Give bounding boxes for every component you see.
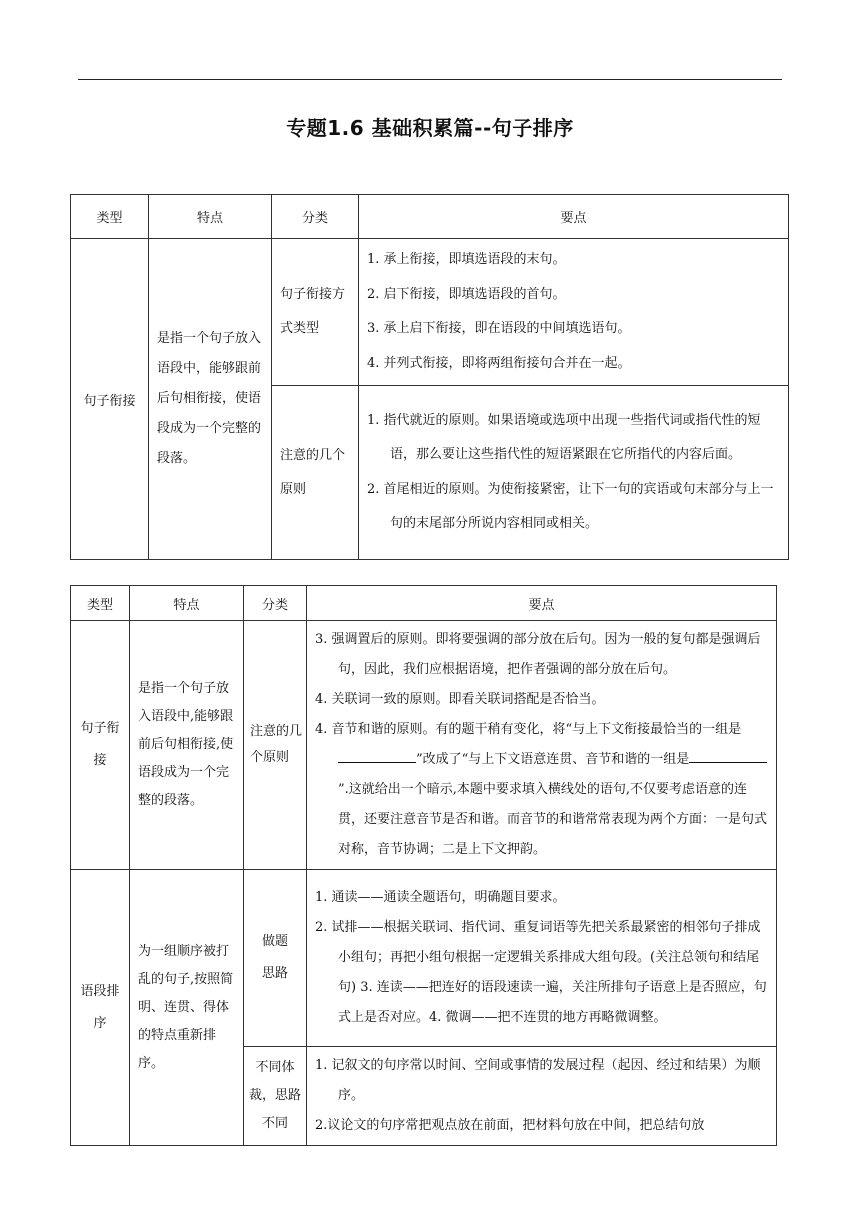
summary-table-2 bbox=[70, 585, 777, 1146]
feature-cell: 是指一个句子放入语段中，能够跟前后句相衔接，使语段成为一个完整的段落。 bbox=[149, 239, 272, 560]
point-item: 2. 启下衔接，即填选语段的首句。 bbox=[367, 286, 566, 302]
point-item bbox=[315, 715, 770, 865]
header-category: 分类 bbox=[244, 586, 307, 621]
point-item: 3. 强调置后的原则。即将要强调的部分放在后句。因为一般的复句都是强调后句，因此，我们应根据语境，把作者强调的部分放在后句。 bbox=[315, 632, 761, 677]
point-item: 1. 承上衔接，即填选语段的末句。 bbox=[367, 252, 566, 267]
header-type: 类型 bbox=[71, 195, 149, 239]
point-item: 1. 指代就近的原则。如果语境或选项中出现一些指代词或指代性的短语，那么要让这些指代性的短语紧跟在它所指代的内容后面。 bbox=[367, 412, 761, 462]
type-cell: 句子衔接 bbox=[71, 621, 130, 870]
point-item: 2. 试排——根据关联词、指代词、重复词语等先把关系最紧密的相邻句子排成小组句；再把小组句根据一定逻辑关系排成大组句段。(关注总领句和结尾句) 3. 连读——把连好的语段速读一遍，关注所排句子语意上是否照应，句式上是否对应。4. 微调——把不连贯的地方再略微调整。 bbox=[315, 920, 767, 1025]
feature-cell: 为一组顺序被打乱的句子,按照简明、连贯、得体的特点重新排序。 bbox=[130, 870, 244, 1146]
header-category: 分类 bbox=[272, 195, 359, 239]
type-cell: 句子衔接 bbox=[71, 239, 149, 560]
point-item: 1. 记叙文的句序常以时间、空间或事情的发展过程（起因、经过和结果）为顺序。 bbox=[315, 1058, 761, 1103]
header-feature: 特点 bbox=[130, 586, 244, 621]
type-cell: 语段排序 bbox=[71, 870, 130, 1146]
category-cell: 注意的几个原则 bbox=[272, 386, 359, 560]
point-item: 4. 关联词一致的原则。即看关联词搭配是否恰当。 bbox=[315, 692, 605, 707]
points-cell bbox=[307, 621, 777, 870]
header-type: 类型 bbox=[71, 586, 130, 621]
summary-table-1 bbox=[70, 194, 789, 560]
points-cell bbox=[307, 1047, 777, 1146]
answer-blank bbox=[689, 750, 767, 763]
category-cell: 不同体裁，思路不同 bbox=[244, 1047, 307, 1146]
points-cell bbox=[359, 239, 789, 386]
header-rule bbox=[78, 79, 782, 80]
header-points: 要点 bbox=[359, 195, 789, 239]
table-header-row bbox=[71, 586, 777, 621]
table-header-row bbox=[71, 195, 789, 239]
point-text-part: ”.这就给出一个暗示,本题中要求填入横线处的语句,不仅要考虑语意的连贯，还要注意音节是否和谐。而音节的和谐常常表现为两个方面：一是句式对称，音节协调；二是上下文押韵。 bbox=[338, 782, 768, 857]
answer-blank bbox=[338, 750, 416, 763]
point-item: 1. 通读——通读全题语句，明确题目要求。 bbox=[315, 890, 566, 905]
point-item: 3. 承上启下衔接，即在语段的中间填选语句。 bbox=[367, 321, 631, 336]
header-feature: 特点 bbox=[149, 195, 272, 239]
feature-cell: 是指一个句子放入语段中,能够跟前后句相衔接,使语段成为一个完整的段落。 bbox=[130, 621, 244, 870]
category-cell: 做题思路 bbox=[244, 870, 307, 1047]
table-row bbox=[71, 621, 777, 870]
category-cell: 句子衔接方式类型 bbox=[272, 239, 359, 386]
point-text-part: ”改成了“与上下文语意连贯、音节和谐的一组是 bbox=[416, 752, 690, 767]
category-cell: 注意的几个原则 bbox=[244, 621, 307, 870]
table-row bbox=[71, 239, 789, 386]
table-row bbox=[71, 870, 777, 1047]
point-item: 2. 首尾相近的原则。为使衔接紧密，让下一句的宾语或句末部分与上一句的末尾部分所说内容相同或相关。 bbox=[367, 481, 774, 531]
page-title: 专题1.6 基础积累篇--句子排序 bbox=[286, 116, 574, 140]
points-cell bbox=[359, 386, 789, 560]
points-cell bbox=[307, 870, 777, 1047]
header-points: 要点 bbox=[307, 586, 777, 621]
point-item: 2.议论文的句序常把观点放在前面，把材料句放在中间，把总结句放 bbox=[315, 1118, 705, 1133]
point-text-part: 4. 音节和谐的原则。有的题干稍有变化，将“与上下文衔接最恰当的一组是 bbox=[315, 722, 742, 737]
point-item: 4. 并列式衔接，即将两组衔接句合并在一起。 bbox=[367, 355, 631, 371]
